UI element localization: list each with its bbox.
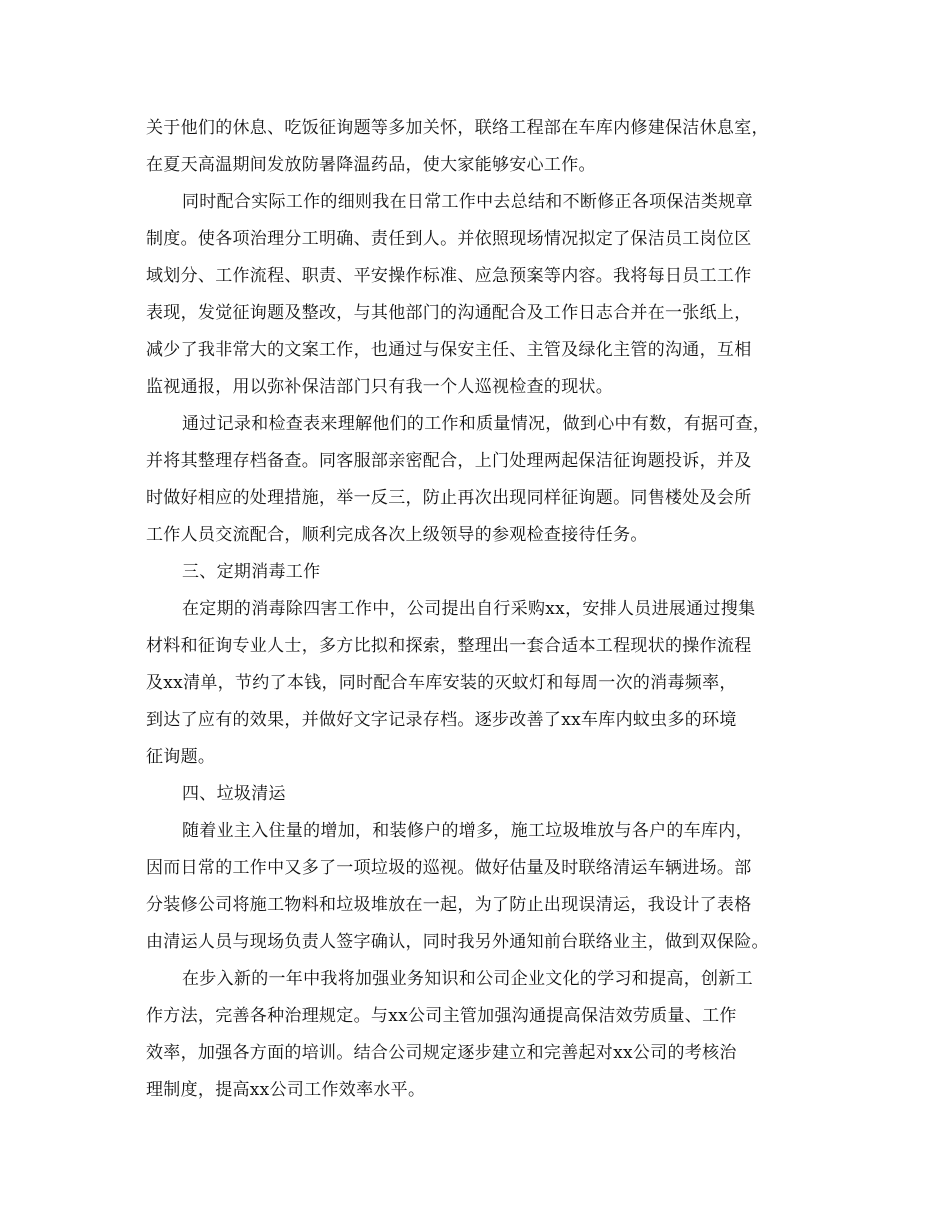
text-line: 时做好相应的处理措施，举一反三，防止再次出现同样征询题。同售楼处及会所 bbox=[146, 488, 752, 508]
text-line: 理制度，提高xx公司工作效率水平。 bbox=[146, 1080, 426, 1100]
text-line: 因而日常的工作中又多了一项垃圾的巡视。做好估量及时联络清运车辆进场。部 bbox=[146, 858, 752, 878]
text-line: 在步入新的一年中我将加强业务知识和公司企业文化的学习和提高，创新工 bbox=[182, 969, 753, 989]
text-line: 工作人员交流配合，顺利完成各次上级领导的参观检查接待任务。 bbox=[146, 525, 648, 545]
text-line: 到达了应有的效果，并做好文字记录存档。逐步改善了xx车库内蚊虫多的环境 bbox=[146, 710, 737, 730]
text-line: 由清运人员与现场负责人签字确认，同时我另外通知前台联络业主，做到双保险。 bbox=[146, 932, 769, 952]
text-line: 作方法，完善各种治理规定。与xx公司主管加强沟通提高保洁效劳质量、工作 bbox=[146, 1006, 737, 1026]
text-line: 效率，加强各方面的培训。结合公司规定逐步建立和完善起对xx公司的考核治 bbox=[146, 1043, 737, 1063]
text-line: 在夏天高温期间发放防暑降温药品，使大家能够安心工作。 bbox=[146, 155, 596, 175]
text-line: 关于他们的休息、吃饭征询题等多加关怀，联络工程部在车库内修建保洁休息室， bbox=[146, 118, 769, 138]
text-line: 材料和征询专业人士，多方比拟和探索，整理出一套合适本工程现状的操作流程 bbox=[146, 636, 752, 656]
text-line: 在定期的消毒除四害工作中，公司提出自行采购xx，安排人员进展通过搜集 bbox=[182, 599, 756, 619]
text-line: 域划分、工作流程、职责、平安操作标准、应急预案等内容。我将每日员工工作 bbox=[146, 266, 752, 286]
text-line: 通过记录和检查表来理解他们的工作和质量情况，做到心中有数，有据可查， bbox=[182, 414, 771, 434]
text-line: 减少了我非常大的文案工作，也通过与保安主任、主管及绿化主管的沟通，互相 bbox=[146, 340, 752, 360]
text-line: 征询题。 bbox=[146, 747, 216, 767]
text-line: 分装修公司将施工物料和垃圾堆放在一起，为了防止出现误清运，我设计了表格 bbox=[146, 895, 752, 915]
section-heading: 三、定期消毒工作 bbox=[182, 562, 321, 582]
text-line: 制度。使各项治理分工明确、责任到人。并依照现场情况拟定了保洁员工岗位区 bbox=[146, 229, 752, 249]
section-heading: 四、垃圾清运 bbox=[182, 784, 286, 804]
text-line: 随着业主入住量的增加，和装修户的增多，施工垃圾堆放与各户的车库内， bbox=[182, 821, 753, 841]
text-line: 并将其整理存档备查。同客服部亲密配合，上门处理两起保洁征询题投诉，并及 bbox=[146, 451, 752, 471]
text-line: 监视通报，用以弥补保洁部门只有我一个人巡视检查的现状。 bbox=[146, 377, 614, 397]
text-line: 表现，发觉征询题及整改，与其他部门的沟通配合及工作日志合并在一张纸上， bbox=[146, 303, 752, 323]
text-line: 及xx清单，节约了本钱，同时配合车库安装的灭蚊灯和每周一次的消毒频率， bbox=[146, 673, 737, 693]
text-line: 同时配合实际工作的细则我在日常工作中去总结和不断修正各项保洁类规章 bbox=[182, 192, 753, 212]
